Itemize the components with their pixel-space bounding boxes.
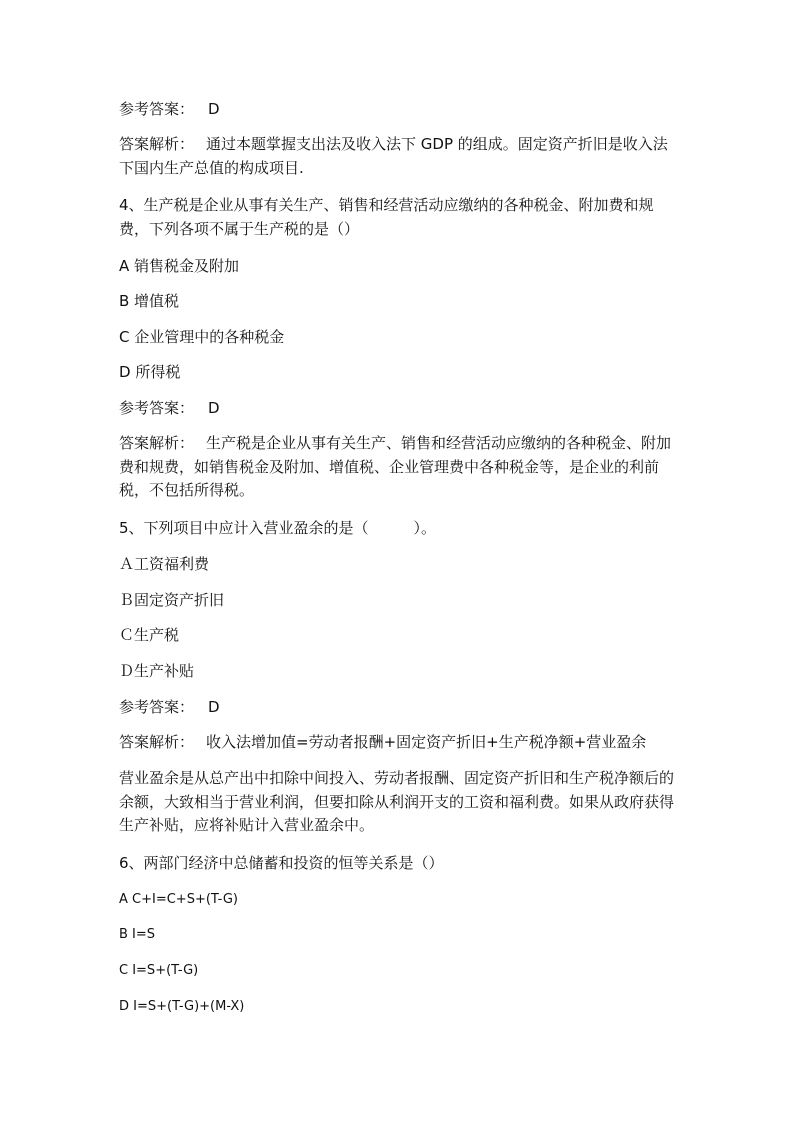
explanation-paragraph <box>119 432 675 503</box>
explanation-text: 收入法增加值=劳动者报酬+固定资产折旧+生产税净额+营业盈余 <box>206 733 647 751</box>
question-text: 4、生产税是企业从事有关生产、销售和经营活动应缴纳的各种税金、附加费和规费，下列各项不属于生产税的是（） <box>119 196 654 238</box>
answer-label: 参考答案： <box>119 100 195 118</box>
question-text: 6、两部门经济中总储蓄和投资的恒等关系是（） <box>119 854 444 872</box>
answer-line <box>119 399 679 417</box>
answer-value: D <box>208 399 220 417</box>
question-text: 5、下列项目中应计入营业盈余的是（ ）。 <box>119 519 437 537</box>
explanation-line <box>119 733 679 751</box>
option-c: Ｃ生产税 <box>119 626 180 644</box>
option-a: A 销售税金及附加 <box>119 257 240 275</box>
answer-label: 参考答案： <box>119 399 195 417</box>
answer-label: 参考答案： <box>119 698 195 716</box>
explanation-label: 答案解析： <box>119 135 195 153</box>
explanation-paragraph: 营业盈余是从总产出中扣除中间投入、劳动者报酬、固定资产折旧和生产税净额后的余额，大致相当于营业利润，但要扣除从利润开支的工资和福利费。如果从政府获得生产补贴，应将补贴计入营业盈余中。 <box>119 769 675 834</box>
answer-value: D <box>208 100 220 118</box>
explanation-label: 答案解析： <box>119 733 195 751</box>
explanation-paragraph <box>119 133 675 180</box>
option-a: A C+I=C+S+(T-G) <box>119 892 238 907</box>
explanation-text: 通过本题掌握支出法及收入法下 GDP 的组成。固定资产折旧是收入法下国内生产总值的构成项目. <box>119 135 668 177</box>
option-d: D 所得税 <box>119 363 181 381</box>
answer-line <box>119 698 679 716</box>
explanation-text: 生产税是企业从事有关生产、销售和经营活动应缴纳的各种税金、附加费和规费，如销售税金及附加、增值税、企业管理费中各种税金等，是企业的利前税，不包括所得税。 <box>119 434 672 499</box>
option-b: B 增值税 <box>119 292 180 310</box>
option-b: B I=S <box>119 927 156 942</box>
option-a: Ａ工资福利费 <box>119 555 210 573</box>
option-c: C I=S+(T-G) <box>119 963 199 978</box>
explanation-label: 答案解析： <box>119 434 195 452</box>
answer-value: D <box>208 698 220 716</box>
option-c: C 企业管理中的各种税金 <box>119 328 285 346</box>
option-d: Ｄ生产补贴 <box>119 662 195 680</box>
answer-line <box>119 100 679 118</box>
option-b: Ｂ固定资产折旧 <box>119 591 225 609</box>
option-d: D I=S+(T-G)+(M-X) <box>119 999 245 1014</box>
